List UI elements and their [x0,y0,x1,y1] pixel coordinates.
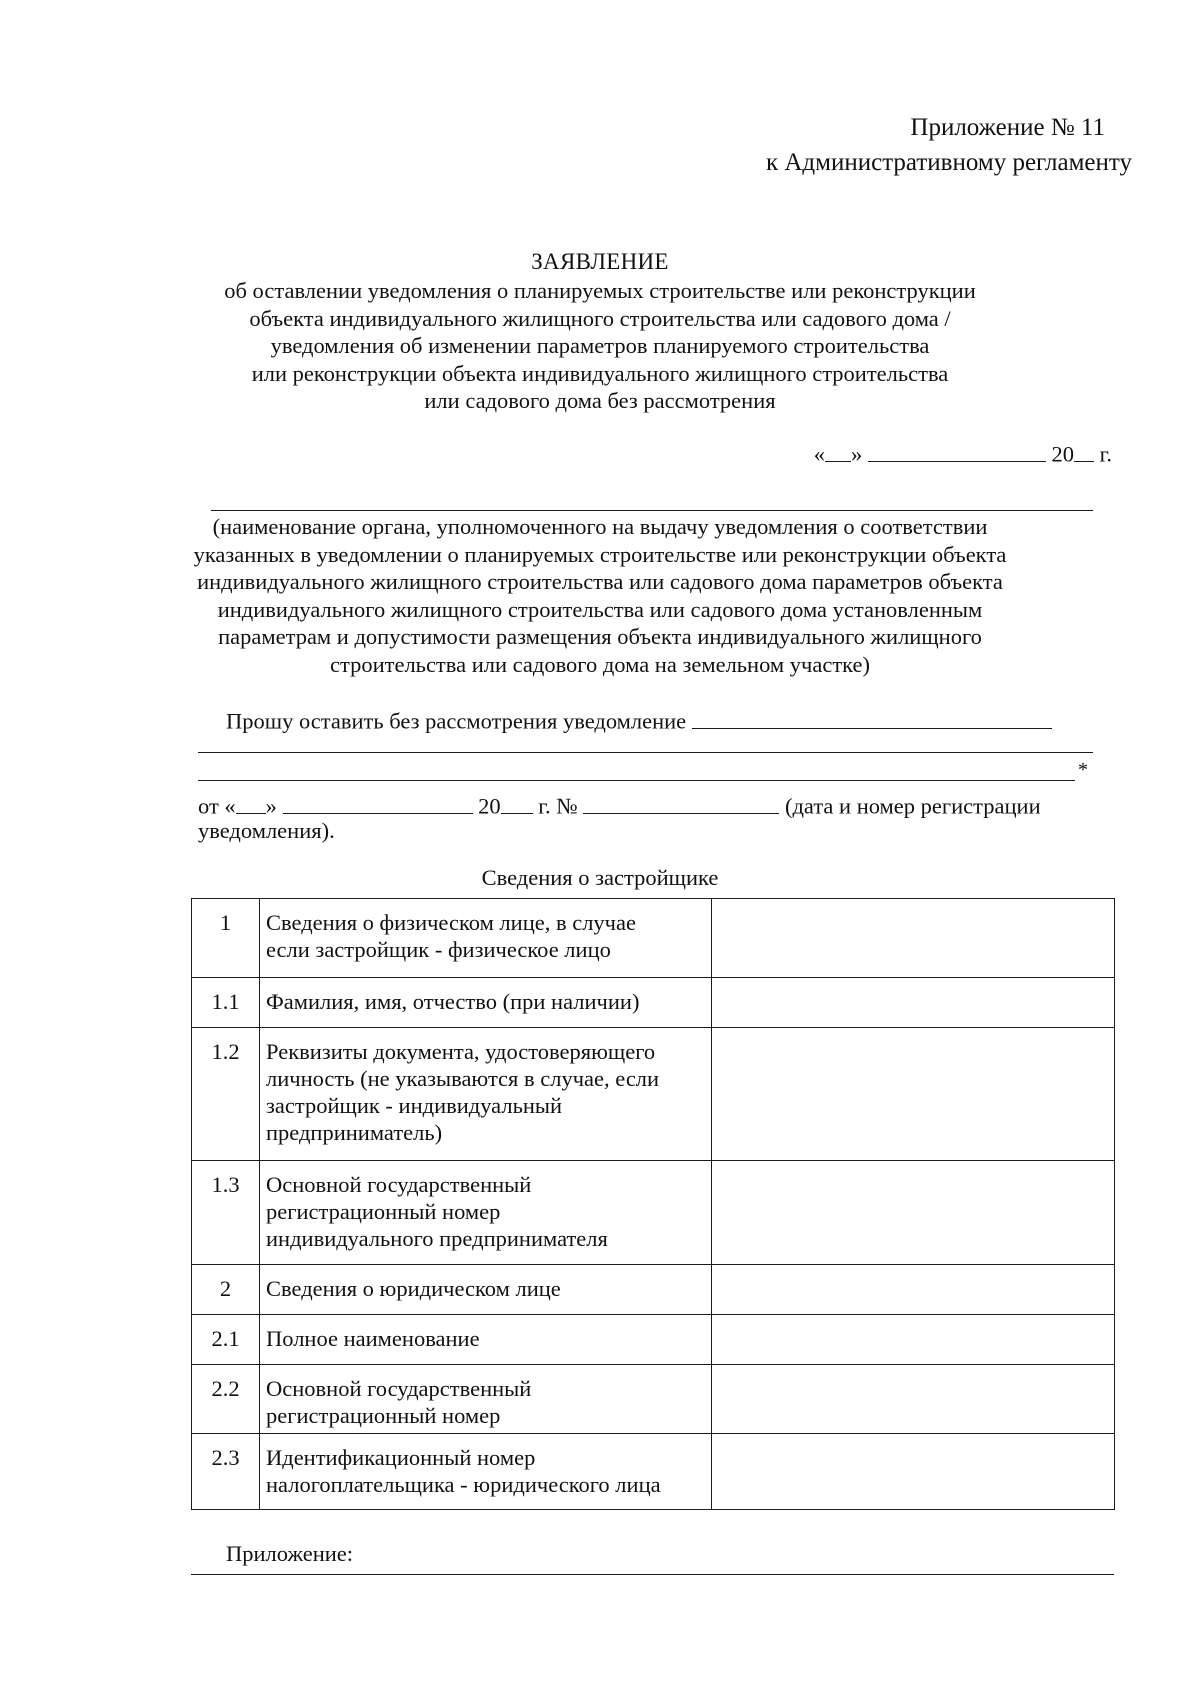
row-label [260,978,712,1028]
row-value-field[interactable] [712,1265,1115,1315]
reg-year-prefix: 20 [478,793,501,819]
document-subtitle [0,277,1200,415]
row-label-line: налогоплательщика - юридического лица [266,1472,661,1497]
row-value-field[interactable] [712,1028,1115,1161]
caption-line: индивидуального жилищного строительства или садового дома установленным [217,596,983,622]
row-label-line: если застройщик - физическое лицо [266,937,611,962]
row-number: 2 [192,1265,260,1315]
date-line [814,438,1112,468]
row-value-field[interactable] [712,899,1115,978]
row-label-line: Сведения о юридическом лице [266,1276,561,1301]
row-number: 2.3 [192,1434,260,1510]
table-row [192,1365,1115,1434]
row-number: 1.1 [192,978,260,1028]
registration-line [198,790,1041,820]
row-value-field[interactable] [712,978,1115,1028]
caption-line: указанных в уведомлении о планируемых строительстве или реконструкции объекта [193,541,1007,567]
row-label [260,1434,712,1510]
row-label-line: регистрационный номер [266,1403,501,1428]
row-label [260,1161,712,1265]
row-label-line: Полное наименование [266,1326,480,1351]
day-field[interactable] [825,438,851,462]
appendix-reference: к Административному регламенту [765,149,1132,176]
registration-note-end: уведомления). [198,818,335,843]
row-number: 1.2 [192,1028,260,1161]
row-number: 1.3 [192,1161,260,1265]
row-label-line: регистрационный номер [266,1199,501,1224]
appendix-number: Приложение № 11 [910,114,1105,141]
caption-line: параметрам и допустимости размещения объекта индивидуального жилищного [218,624,982,649]
date-year-suffix: г. [1099,441,1112,467]
developer-info-table [191,898,1115,1510]
request-line [226,705,1052,735]
table-row [192,978,1115,1028]
document-title: ЗАЯВЛЕНИЕ [531,249,669,274]
table-row [192,1315,1115,1365]
notification-field[interactable] [692,705,1052,729]
caption-line: строительства или садового дома на земельном участке) [330,651,870,677]
row-label [260,899,712,978]
table-row [192,1434,1115,1510]
row-label-line: личность (не указываются в случае, если [266,1066,660,1091]
row-label-line: Идентификационный номер [266,1445,536,1470]
caption-line: (наименование органа, уполномоченного на выдачу уведомления о соответствии [212,514,988,539]
table-row [192,899,1115,978]
reg-year-suffix: г. № [538,793,578,819]
caption-line: индивидуального жилищного строительства или садового дома параметров объекта [197,569,1003,594]
notification-field-line[interactable] [198,780,1075,781]
subtitle-line: или садового дома без рассмотрения [424,388,776,413]
row-value-field[interactable] [712,1315,1115,1365]
request-text: Прошу оставить без рассмотрения уведомление [226,708,687,734]
row-label-line: застройщик - индивидуальный [266,1093,563,1118]
date-close-quote: » [851,441,863,467]
row-value-field[interactable] [712,1365,1115,1434]
row-label-line: Сведения о физическом лице, в случае [266,910,636,935]
close-quote: » [265,793,277,819]
row-label-line: Фамилия, имя, отчество (при наличии) [266,989,640,1014]
attachment-field[interactable] [191,1574,1114,1575]
table-row [192,1265,1115,1315]
row-label-line: Основной государственный [266,1376,532,1401]
year-field[interactable] [1074,438,1094,462]
row-label [260,1265,712,1315]
table-row [192,1161,1115,1265]
subtitle-line: объекта индивидуального жилищного строительства или садового дома / [249,305,951,331]
row-number: 1 [192,899,260,978]
row-number: 2.1 [192,1315,260,1365]
row-value-field[interactable] [712,1434,1115,1510]
reg-month-field[interactable] [283,790,473,814]
subtitle-line: уведомления об изменении параметров планируемого строительства [270,333,930,358]
attachment-label: Приложение: [226,1541,354,1566]
reg-number-field[interactable] [583,790,779,814]
row-number: 2.2 [192,1365,260,1434]
from-prefix: от « [198,793,236,819]
notification-field-line[interactable] [198,752,1093,753]
footnote-asterisk: * [1078,759,1088,781]
table-row [192,1028,1115,1161]
row-label-line: индивидуального предпринимателя [266,1226,608,1251]
row-label [260,1365,712,1434]
reg-year-field[interactable] [501,790,533,814]
authority-name-field[interactable] [211,510,1093,511]
row-value-field[interactable] [712,1161,1115,1265]
row-label-line: предприниматель) [266,1120,443,1145]
registration-note: (дата и номер регистрации [784,793,1041,819]
authority-caption [0,513,1200,678]
row-label [260,1315,712,1365]
row-label [260,1028,712,1161]
month-field[interactable] [868,438,1046,462]
date-year-prefix: 20 [1051,441,1075,467]
row-label-line: Основной государственный [266,1172,532,1197]
table-title: Сведения о застройщике [481,865,719,890]
subtitle-line: об оставлении уведомления о планируемых строительстве или реконструкции [224,278,976,303]
row-label-line: Реквизиты документа, удостоверяющего [266,1039,656,1064]
reg-day-field[interactable] [236,790,266,814]
date-open-quote: « [813,441,826,467]
subtitle-line: или реконструкции объекта индивидуального жилищного строительства [251,360,949,386]
